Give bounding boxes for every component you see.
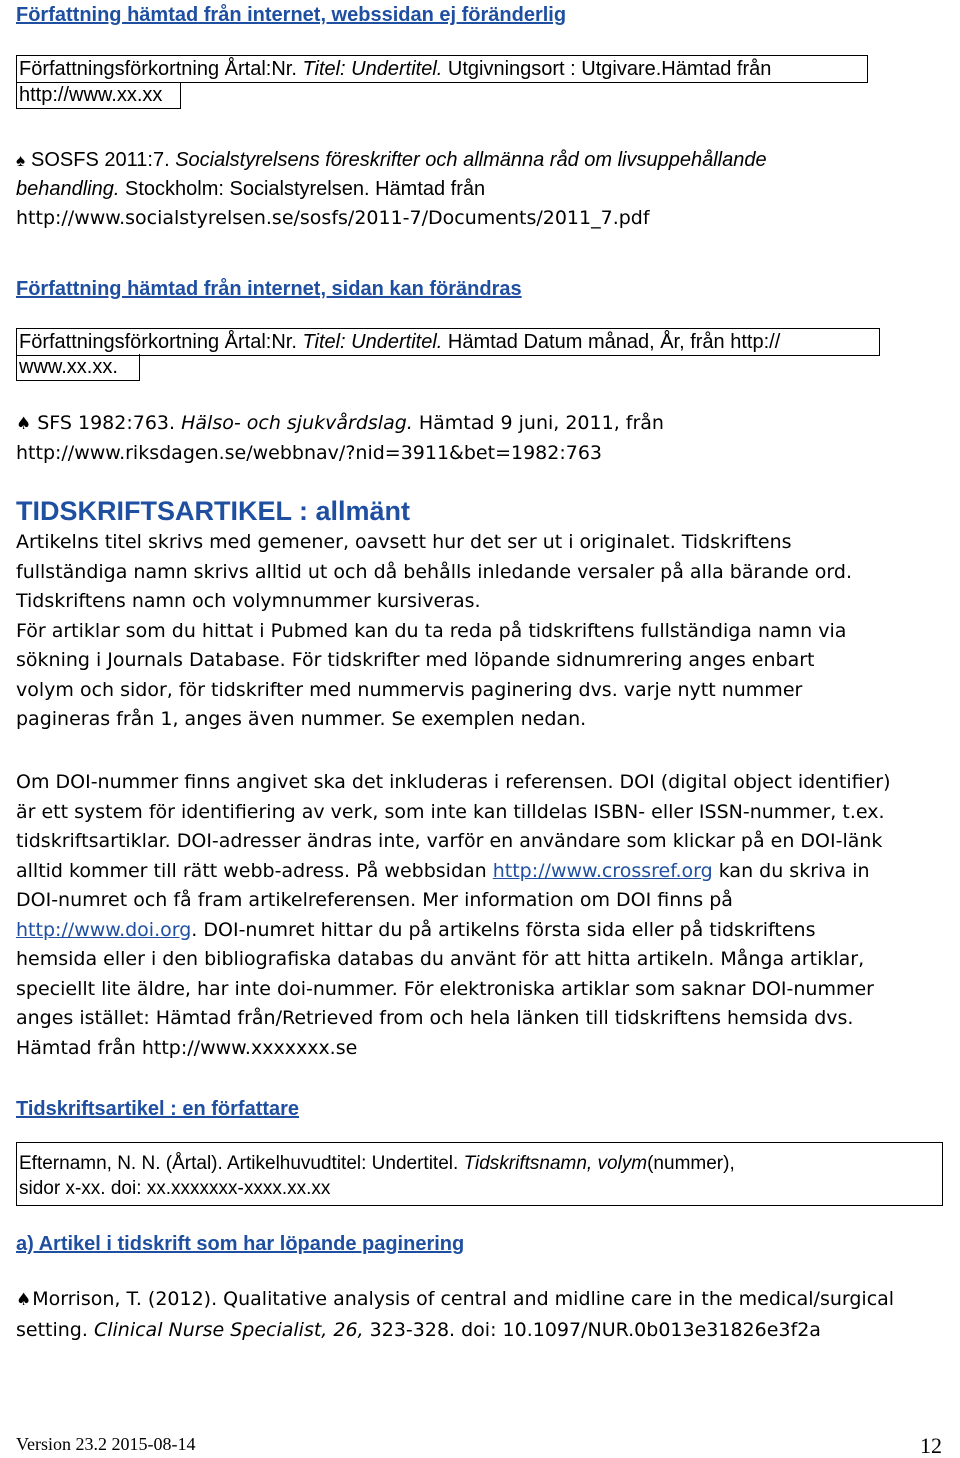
example-title-italic: Socialstyrelsens föreskrifter och allmänna råd om livsuppehållande (175, 149, 767, 171)
journal-name-italic: Clinical Nurse Specialist, 26, (93, 1318, 364, 1341)
section-heading-single-author: Tidskriftsartikel : en författare (16, 1098, 300, 1120)
example-title-italic: behandling. (16, 178, 120, 200)
paragraph-line: volym och sidor, för tidskrifter med nummervis paginering dvs. varje nytt nummer (16, 678, 803, 701)
doi-link[interactable]: http://www.doi.org (16, 918, 192, 941)
template-title-italic: Titel: Undertitel. (302, 331, 443, 353)
example-url: http://www.riksdagen.se/webbnav/?nid=3911&bet=1982:763 (16, 442, 603, 464)
paragraph-line: fullständiga namn skrivs alltid ut och då behålls inledande versaler på alla bärande ord. (16, 560, 852, 583)
footer-version: Version 23.2 2015-08-14 (16, 1434, 196, 1454)
paragraph-line: Hämtad från http://www.xxxxxxx.se (16, 1036, 358, 1059)
template-url: http://www.xx.xx (19, 84, 163, 106)
paragraph-line (16, 857, 951, 887)
example-morrison (16, 1285, 946, 1345)
template-part: Efternamn, N. N. (Årtal). Artikelhuvudtitel: Undertitel. (19, 1153, 459, 1174)
example-sosfs (16, 146, 946, 233)
template-part: (nummer), (647, 1153, 735, 1174)
text-run: setting. (16, 1318, 88, 1341)
spade-icon: ♠ (16, 151, 26, 170)
paragraph-line (16, 916, 951, 946)
paragraph-line: tidskriftsartiklar. DOI-adresser ändras inte, varför en användare som klickar på en DOI-länk (16, 830, 883, 852)
text-run: alltid kommer till rätt webb-adress. På webbsidan (16, 859, 493, 882)
template-part: Utgivningsort : Utgivare.Hämtad från (447, 58, 772, 80)
example-part: SFS 1982:763. (37, 412, 176, 434)
template-part: Hämtad Datum månad, År, från http:// (447, 331, 781, 353)
section-heading-journal-article: TIDSKRIFTSARTIKEL : allmänt (16, 496, 411, 526)
template-part: Författningsförkortning Årtal:Nr. (19, 331, 297, 353)
example-part: SOSFS 2011:7. (31, 149, 170, 171)
template-title-italic: Titel: Undertitel. (302, 58, 443, 80)
paragraph-line: sökning i Journals Database. För tidskrifter med löpande sidnumrering anges enbart (16, 649, 815, 671)
paragraph-line: Tidskriftens namn och volymnummer kursiveras. (16, 590, 481, 612)
template-box-single-author (16, 1142, 943, 1206)
crossref-link[interactable]: http://www.crossref.org (492, 859, 713, 882)
paragraph-line: För artiklar som du hittat i Pubmed kan du ta reda på tidskriftens fullständiga namn via (16, 619, 847, 642)
template-part: sidor x-xx. doi: xx.xxxxxxx-xxxx.xx.xx (19, 1178, 331, 1199)
section-heading-static-web: Författning hämtad från internet, webssidan ej föränderlig (16, 4, 567, 26)
template-part: Författningsförkortning Årtal:Nr. (19, 58, 297, 80)
example-part: Stockholm: Socialstyrelsen. Hämtad från (125, 178, 486, 200)
example-url: http://www.socialstyrelsen.se/sosfs/2011-7/Documents/2011_7.pdf (16, 207, 650, 229)
paragraph-line: är ett system för identifiering av verk, som inte kan tilldelas ISBN- eller ISSN-nummer, t.ex. (16, 800, 885, 823)
template-italic: Tidskriftsnamn, volym (463, 1153, 648, 1174)
paragraph-line: Artikelns titel skrivs med gemener, oavsett hur det ser ut i originalet. Tidskriftens (16, 531, 792, 553)
text-run: . DOI-numret hittar du på artikelns första sida eller på tidskriftens (191, 918, 816, 941)
example-title-italic: Hälso- och sjukvårdslag. (181, 412, 413, 434)
journal-article-paragraph-doi (16, 768, 951, 1063)
paragraph-line: DOI-numret och få fram artikelreferensen. Mer information om DOI finns på (16, 889, 733, 911)
paragraph-line: speciellt lite äldre, har inte doi-nummer. För elektroniska artiklar som saknar DOI-nummer (16, 977, 874, 1000)
page-number: 12 (920, 1433, 942, 1458)
paragraph-line: hemsida eller i den bibliografiska databas du använt för att hitta artikeln. Många artiklar, (16, 948, 865, 970)
paragraph-line: pagineras från 1, anges även nummer. Se exemplen nedan. (16, 708, 587, 730)
template-box-changing-web-line2 (16, 354, 140, 381)
template-box-static-web (16, 55, 868, 83)
paragraph-line: Om DOI-nummer finns angivet ska det inkluderas i referensen. DOI (digital object identifier) (16, 771, 891, 793)
example-sfs (16, 409, 946, 468)
journal-article-paragraph-1 (16, 528, 946, 735)
paragraph-line (16, 1316, 946, 1346)
template-url: www.xx.xx. (19, 356, 118, 378)
example-part: Hämtad 9 juni, 2011, från (418, 412, 664, 434)
text-run: kan du skriva in (712, 859, 870, 882)
spade-icon: ♠ (16, 414, 32, 434)
section-heading-changing-web: Författning hämtad från internet, sidan kan förändras (16, 278, 522, 300)
text-run: Morrison, T. (2012). Qualitative analysis of central and midline care in the medical/surgical (32, 1288, 895, 1310)
template-box-static-web-line2 (16, 82, 181, 109)
paragraph-line (16, 1285, 946, 1316)
template-box-changing-web (16, 328, 880, 356)
spade-icon: ♠ (16, 1290, 32, 1310)
paragraph-line: anges istället: Hämtad från/Retrieved from och hela länken till tidskriftens hemsida dvs. (16, 1007, 854, 1029)
section-heading-continuous-pagination: a) Artikel i tidskrift som har löpande paginering (16, 1233, 465, 1255)
text-run: 323-328. doi: 10.1097/NUR.0b013e31826e3f2a (369, 1318, 821, 1341)
